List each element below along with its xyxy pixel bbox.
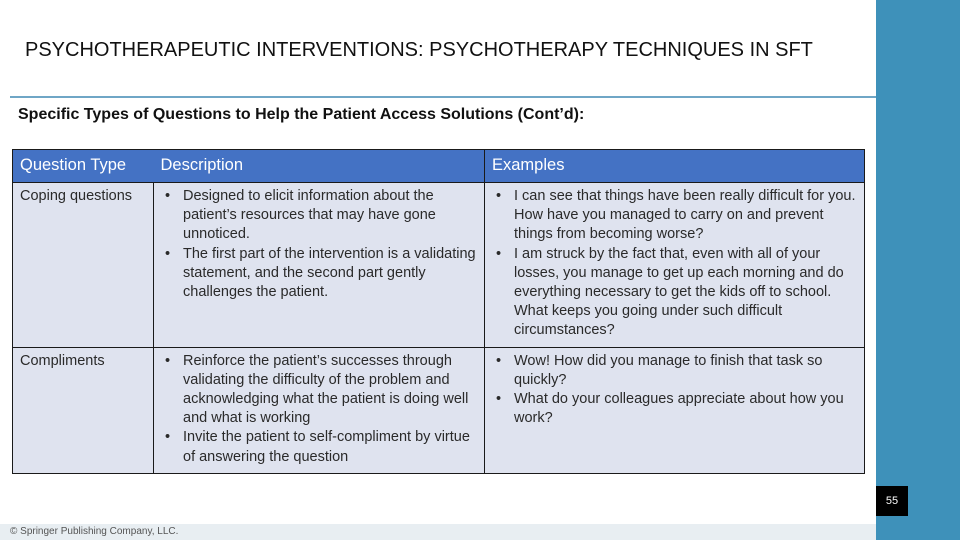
slide-subtitle: Specific Types of Questions to Help the Patient Access Solutions (Cont’d): — [18, 106, 585, 123]
list-item: • What do your colleagues appreciate about how you work? — [492, 390, 857, 428]
row-examples — [485, 347, 865, 473]
header-description: Description — [154, 150, 485, 183]
row-description — [154, 183, 485, 348]
row-question-type: Compliments — [13, 347, 154, 473]
copyright-notice: © Springer Publishing Company, LLC. — [10, 526, 179, 537]
slide-title: PSYCHOTHERAPEUTIC INTERVENTIONS: PSYCHOTHERAPY TECHNIQUES IN SFT — [25, 39, 813, 61]
row-description — [154, 347, 485, 473]
header-question-type: Question Type — [13, 150, 154, 183]
header-examples: Examples — [485, 150, 865, 183]
list-item: • Wow! How did you manage to finish that task so quickly? — [492, 352, 857, 390]
table-header-row — [13, 150, 865, 183]
row-examples — [485, 183, 865, 348]
row-question-type: Coping questions — [13, 183, 154, 348]
list-item: • I can see that things have been really difficult for you. How have you managed to carry on and prevent things from becoming worse? — [492, 187, 857, 245]
title-divider — [10, 96, 876, 98]
list-item: • The first part of the intervention is a validating statement, and the second part gently challenges the patient. — [161, 245, 477, 303]
table-row — [13, 347, 865, 473]
list-item: • Invite the patient to self-compliment by virtue of answering the question — [161, 428, 477, 466]
list-item: • Designed to elicit information about the patient’s resources that may have gone unnoticed. — [161, 187, 477, 245]
list-item: • Reinforce the patient’s successes through validating the difficulty of the problem and acknowledging what the patient is doing well and what is working — [161, 352, 477, 429]
question-types-table — [12, 149, 865, 474]
list-item: • I am struck by the fact that, even with all of your losses, you manage to get up each morning and do everything necessary to get the kids off to school. What keeps you going under such difficult circumstances? — [492, 245, 857, 341]
table-row — [13, 183, 865, 348]
page-number: 55 — [876, 486, 908, 516]
accent-side-bar — [876, 0, 960, 540]
